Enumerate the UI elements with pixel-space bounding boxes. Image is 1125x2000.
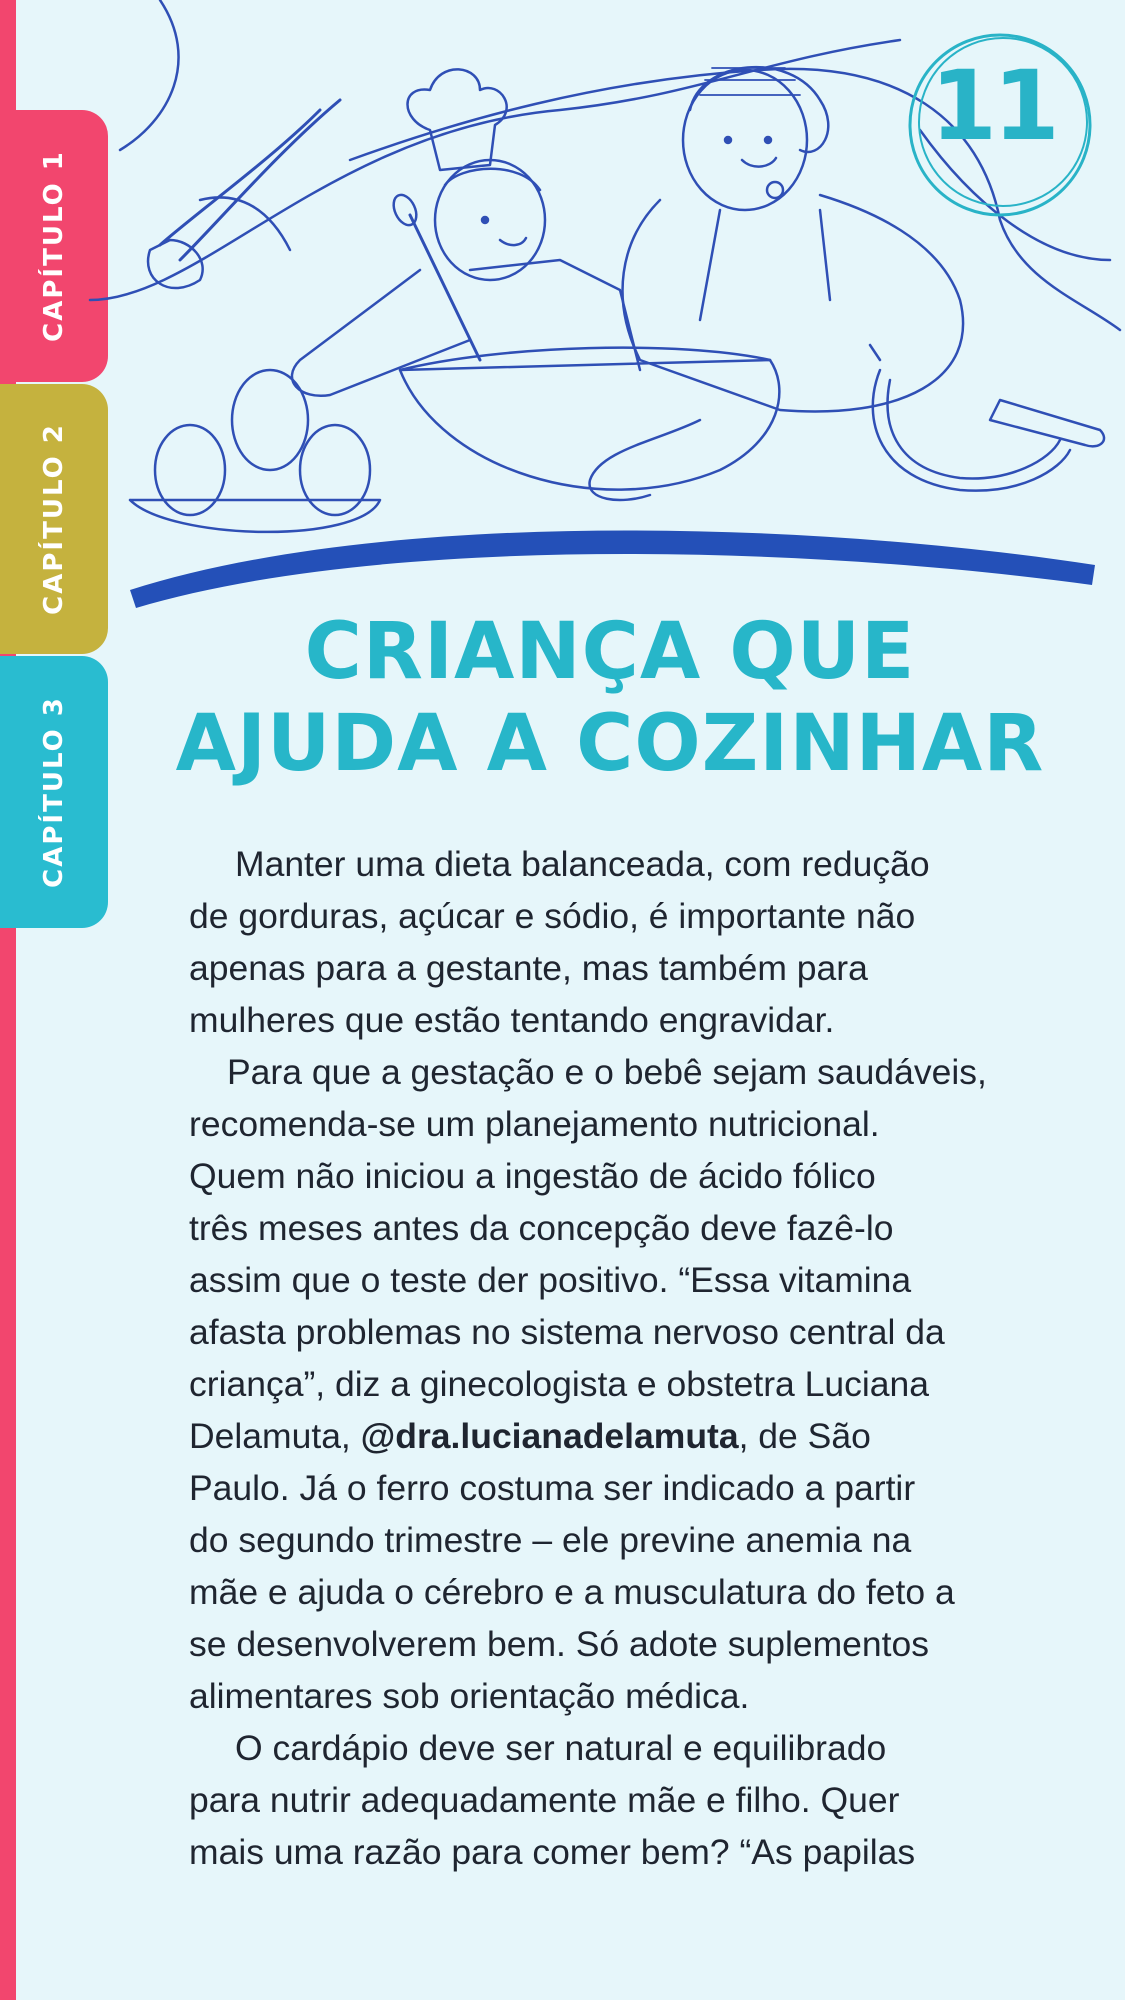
body-line: se desenvolverem bem. Só adote suplementos (189, 1624, 930, 1664)
body-line: três meses antes da concepção deve fazê-lo (189, 1208, 894, 1248)
page-number: 11 (930, 50, 1056, 162)
body-line: mãe e ajuda o cérebro e a musculatura do feto a (189, 1572, 955, 1612)
tab-chapter-1-label: CAPÍTULO 1 (39, 150, 70, 342)
body-line: assim que o teste der positivo. “Essa vitamina (189, 1260, 912, 1300)
handle-suffix: , de São (738, 1416, 871, 1456)
body-line: apenas para a gestante, mas também para (189, 948, 868, 988)
page-title (110, 606, 1110, 790)
tab-chapter-3[interactable] (0, 656, 108, 928)
body-line: de gorduras, açúcar e sódio, é importante não (189, 896, 916, 936)
article-body (189, 838, 1009, 1878)
body-line: para nutrir adequadamente mãe e filho. Quer (189, 1780, 900, 1820)
tab-chapter-2-label: CAPÍTULO 2 (39, 423, 70, 615)
body-line: mulheres que estão tentando engravidar. (189, 1000, 835, 1040)
body-line: afasta problemas no sistema nervoso central da (189, 1312, 945, 1352)
body-line: criança”, diz a ginecologista e obstetra Luciana (189, 1364, 930, 1404)
instagram-handle: @dra.lucianadelamuta (360, 1416, 739, 1456)
title-line-2: AJUDA A COZINHAR (175, 699, 1045, 789)
tab-chapter-3-label: CAPÍTULO 3 (39, 696, 70, 888)
body-line: alimentares sob orientação médica. (189, 1676, 750, 1716)
body-line: O cardápio deve ser natural e equilibrado (235, 1728, 887, 1768)
body-line: do segundo trimestre – ele previne anemia na (189, 1520, 912, 1560)
title-line-1: CRIANÇA QUE (304, 607, 916, 697)
handle-prefix: Delamuta, (189, 1416, 361, 1456)
body-line: Para que a gestação e o bebê sejam saudáveis, (227, 1052, 987, 1092)
body-line: Manter uma dieta balanceada, com redução (235, 844, 930, 884)
body-line: Quem não iniciou a ingestão de ácido fólico (189, 1156, 876, 1196)
body-line: Paulo. Já o ferro costuma ser indicado a partir (189, 1468, 916, 1508)
body-line: mais uma razão para comer bem? “As papilas (189, 1832, 916, 1872)
body-line: recomenda-se um planejamento nutricional. (189, 1104, 880, 1144)
body-line-with-handle (189, 1410, 1009, 1462)
